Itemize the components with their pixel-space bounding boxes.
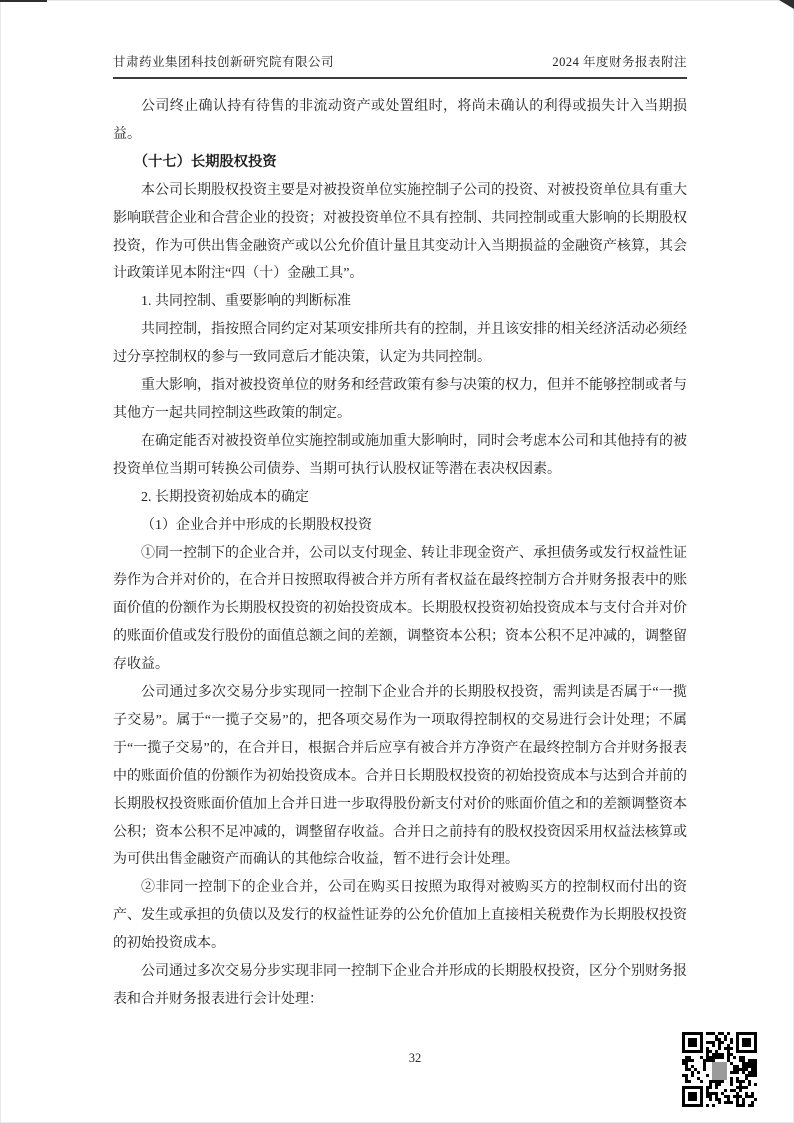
qr-code-icon xyxy=(682,1032,757,1107)
document-body xyxy=(113,93,687,1014)
paragraph: 1. 共同控制、重要影响的判断标准 xyxy=(141,294,351,310)
page-header xyxy=(113,52,687,79)
section-heading: （十七）长期股权投资 xyxy=(133,153,277,170)
paragraph: （1）企业合并中形成的长期股权投资 xyxy=(141,517,372,533)
paragraph: ①同一控制下的企业合并，公司以支付现金、转让非现金资产、承担债务或发行权益性证券作为合并对价的，在合并日按照取得被合并方所有者权益在最终控制方合并财务报表中的账面价值的份额作为长期股权投资的初始投资成本。长期股权投资初始投资成本与支付合并对价的账面价值或发行股份的面值总额之间的差额，调整资本公积；资本公积不足冲减的，调整留存收益。 xyxy=(113,545,687,673)
scan-artifact-corner xyxy=(779,0,794,9)
paragraph: ②非同一控制下的企业合并，公司在购买日按照为取得对被购买方的控制权而付出的资产、发生或承担的负债以及发行的权益性证券的公允价值加上直接相关税费作为长期股权投资的初始投资成本。 xyxy=(113,880,687,952)
scan-artifact-line xyxy=(0,0,47,2)
paragraph: 在确定能否对被投资单位实施控制或施加重大影响时，同时会考虑本公司和其他持有的被投资单位当期可转换公司债券、当期可执行认股权证等潜在表决权因素。 xyxy=(113,433,687,477)
paragraph: 公司通过多次交易分步实现非同一控制下企业合并形成的长期股权投资，区分个别财务报表和合并财务报表进行会计处理： xyxy=(113,964,687,1007)
paragraph: 公司终止确认持有待售的非流动资产或处置组时，将尚未确认的利得或损失计入当期损益。 xyxy=(113,99,687,142)
paragraph: 重大影响，指对被投资单位的财务和经营政策有参与决策的权力，但并不能够控制或者与其他方一起共同控制这些政策的制定。 xyxy=(113,378,687,421)
page-number: 32 xyxy=(408,1051,422,1065)
paragraph: 共同控制，指按照合同约定对某项安排所共有的控制，并且该安排的相关经济活动必须经过分享控制权的参与一致同意后才能决策，认定为共同控制。 xyxy=(113,322,687,366)
header-doc-title: 2024 年度财务报表附注 xyxy=(552,55,687,69)
paragraph: 2. 长期投资初始成本的确定 xyxy=(141,489,309,505)
header-company-name: 甘肃药业集团科技创新研究院有限公司 xyxy=(113,55,335,69)
paragraph: 本公司长期股权投资主要是对被投资单位实施控制子公司的投资、对被投资单位具有重大影响联营企业和合营企业的投资；对被投资单位不具有控制、共同控制或重大影响的长期股权投资，作为可供出售金融资产或以公允价值计量且其变动计入当期损益的金融资产核算，其会计政策详见本附注“四（十）金融工具”。 xyxy=(113,182,687,282)
paragraph: 公司通过多次交易分步实现同一控制下企业合并的长期股权投资，需判读是否属于“一揽子交易”。属于“一揽子交易”的，把各项交易作为一项取得控制权的交易进行会计处理；不属于“一揽子交易”的，在合并日，根据合并后应享有被合并方净资产在最终控制方合并财务报表中的账面价值的份额作为初始投资成本。合并日长期股权投资的初始投资成本与达到合并前的长期股权投资账面价值加上合并日进一步取得股份新支付对价的账面价值之和的差额调整资本公积；资本公积不足冲减的，调整留存收益。合并日之前持有的股权投资因采用权益法核算或为可供出售金融资产而确认的其他综合收益，暂不进行会计处理。 xyxy=(113,685,687,868)
